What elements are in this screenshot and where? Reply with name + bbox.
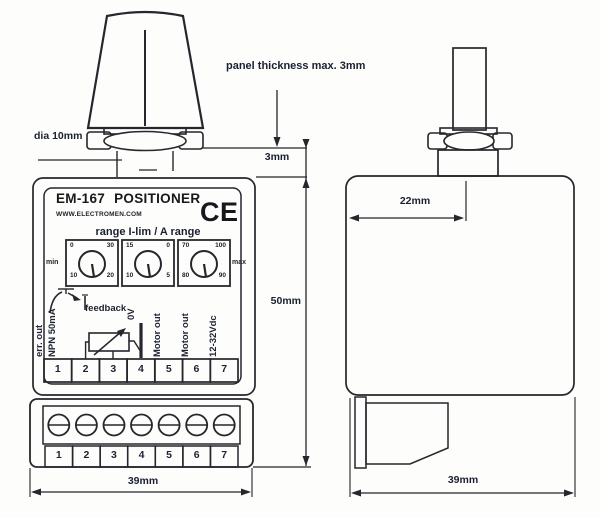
- side-width-arrow-left: [351, 490, 361, 497]
- terminal-label-err-out: err. out: [33, 324, 45, 357]
- terminal-number-4: 4: [138, 363, 144, 375]
- model-title: EM-167 POSITIONER: [56, 191, 201, 206]
- terminal-label-feedback: feedback: [85, 303, 127, 314]
- terminal-number-7: 7: [221, 363, 228, 375]
- side-view-group: [346, 48, 575, 497]
- side-width-arrow-right: [564, 490, 574, 497]
- terminal-label-motor-out-6: Motor out: [179, 313, 191, 357]
- connector-number-1: 1: [55, 449, 62, 461]
- connector-number-4: 4: [138, 449, 145, 461]
- dial3-scale-tl: 70: [182, 242, 190, 249]
- connector-number-7: 7: [221, 449, 228, 461]
- terminal-label-0v: 0V: [125, 308, 137, 320]
- dial1-scale-tl: 0: [70, 242, 74, 249]
- dial1-scale-bl: 10: [70, 272, 78, 279]
- side-connector-rail: [355, 397, 366, 468]
- dial2-scale-tr: 0: [166, 242, 170, 249]
- side-bushing: [438, 150, 498, 176]
- pot-to-0v-wire: [129, 341, 141, 352]
- side-body-outline: [346, 176, 574, 395]
- connector-number-2: 2: [83, 449, 90, 461]
- npn-arrowhead: [72, 294, 81, 301]
- connector-number-6: 6: [193, 449, 200, 461]
- dial3-scale-bl: 80: [182, 272, 190, 279]
- height-arrow-up: [303, 178, 310, 188]
- side-nut-right: [493, 133, 512, 149]
- min-label: min: [46, 259, 59, 266]
- website-label: WWW.ELECTROMEN.COM: [56, 211, 142, 218]
- dial1-scale-tr: 30: [106, 242, 114, 249]
- dial2-scale-bl: 10: [126, 272, 134, 279]
- terminal-number-3: 3: [110, 363, 117, 375]
- range-scale-label: range I-lim / A range: [95, 226, 201, 238]
- front-width-arrow-right: [241, 489, 251, 496]
- connector-number-5: 5: [166, 449, 173, 461]
- dial3-scale-br: 90: [218, 272, 226, 279]
- terminal-label-12-32vdc: 12-32Vdc: [207, 315, 219, 357]
- dim-shaft-offset: 22mm: [399, 195, 431, 207]
- dim-front-width: 39mm: [127, 475, 159, 487]
- dim-height: 50mm: [270, 295, 301, 307]
- side-washer-ellipse: [444, 132, 494, 150]
- max-label: max: [232, 259, 247, 266]
- dial3-scale-tr: 100: [215, 242, 226, 249]
- terminal-number-5: 5: [165, 363, 172, 375]
- panel-note-arrowhead: [274, 137, 281, 147]
- dial2-scale-br: 5: [166, 272, 170, 279]
- panel-thickness-note: panel thickness max. 3mm: [226, 60, 366, 72]
- dim-gap: 3mm: [264, 151, 290, 163]
- dial1-scale-br: 20: [106, 272, 114, 279]
- terminal-number-6: 6: [193, 363, 200, 375]
- dial2-scale-tl: 15: [126, 242, 134, 249]
- side-connector-body: [366, 403, 448, 464]
- connector-number-3: 3: [110, 449, 117, 461]
- height-arrow-down: [303, 456, 310, 466]
- shaft-offset-arrow-left: [349, 215, 359, 222]
- dia-note: dia 10mm: [34, 130, 83, 142]
- front-knob-group: [38, 12, 203, 177]
- shaft-offset-arrow-right: [454, 215, 464, 222]
- circuit-symbols-group: [50, 289, 141, 359]
- dim-side-width: 39mm: [447, 474, 479, 486]
- gap-arrow-down: [303, 139, 310, 148]
- terminal-label-motor-out-5: Motor out: [152, 313, 163, 357]
- front-width-arrow-left: [31, 489, 41, 496]
- side-shaft: [453, 48, 486, 130]
- ce-mark: CE: [200, 197, 239, 227]
- terminal-number-1: 1: [54, 363, 61, 375]
- washer-ellipse: [104, 132, 186, 151]
- terminal-number-2: 2: [82, 363, 89, 375]
- terminal-label-npn-50ma: NPN 50mA: [46, 308, 58, 357]
